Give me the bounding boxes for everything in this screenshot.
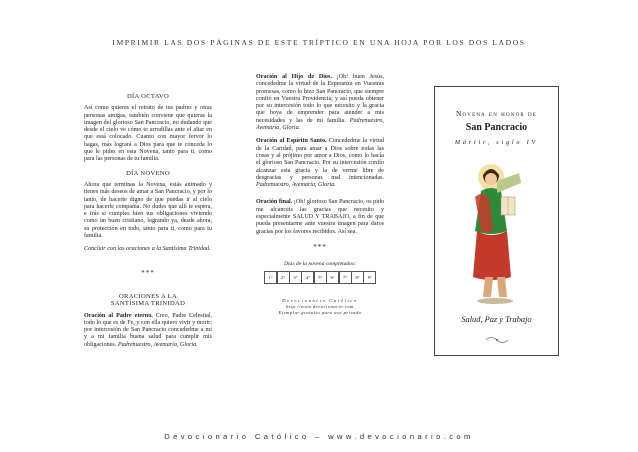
day-box[interactable]: 7° xyxy=(339,271,352,284)
day9-title: DÍA NOVENO xyxy=(126,169,170,177)
son-prayer xyxy=(256,74,384,132)
day-box[interactable]: 2° xyxy=(277,271,290,284)
father-prayer-end: Padrenuestro, Avemaría, Gloria. xyxy=(117,341,198,348)
cover-caption: Salud, Paz y Trabajo xyxy=(461,315,532,324)
prayers-title-line2: SANTÍSIMA TRINIDAD xyxy=(110,300,186,308)
print-instruction: IMPRIMIR LAS DOS PÁGINAS DE ESTE TRÍPTICO EN UNA HOJA POR LOS DOS LADOS xyxy=(112,38,526,47)
ornament-icon xyxy=(484,335,510,345)
day-box[interactable]: 4° xyxy=(301,271,314,284)
spirit-prayer-text: Concededme la virtud de la Caridad, para amar a Dios sobre todas las cosas y al prójimo por amor a Dios, como lo hacía el glorioso San Pancracio. Por su intercesión confío alcanzar esta gracia y la de verme libre de desgracias y personas mal intencionadas. xyxy=(256,138,384,181)
day-box[interactable]: 6° xyxy=(326,271,339,284)
final-prayer xyxy=(256,199,384,235)
publisher-url[interactable]: http://www.devocionario.com xyxy=(286,304,354,310)
days-completed-label: Días de la novena completados: xyxy=(283,261,357,268)
cover-subtitle: Mártir, siglo IV xyxy=(454,139,539,146)
father-prayer-text: Creo, Padre Celestial, todo lo que es de Fe, y con ella quiero vivir y morir; por intercesión de San Pancracio concededme a mí y a mi familia buena salud para cumplir mis obligaciones. xyxy=(84,312,212,348)
final-prayer-text: ¡Oh! glorioso San Pancracio, os pido me alcancéis las gracias que necesito y especialmente SALUD Y TRABAJO, a fin de que pueda presentarme ante vuestra imagen para daros gracias por los favores recibidos. Así sea. xyxy=(256,199,385,235)
column-middle xyxy=(256,74,384,316)
day-box[interactable]: 9° xyxy=(363,271,376,284)
cover-title: Novena en honor de xyxy=(455,109,538,118)
separator-stars: *** xyxy=(141,268,155,277)
legs xyxy=(483,277,507,297)
son-prayer-label: Oración al Hijo de Dios. xyxy=(256,74,332,80)
son-prayer-text: ¡Oh! buen Jesús, concededme la virtud de la Esperanza en Vuestras promesas, como lo hizo San Pancracio, que siempre confió en Vuestra Providencia, y así pueda obtener por su intercesión todo lo que necesito y la gracia que hoya de emprender para atender a mis necesidades y las de mi familia. xyxy=(256,74,384,124)
day8-title: DÍA OCTAVO xyxy=(126,93,170,100)
robe xyxy=(473,231,511,280)
father-prayer xyxy=(84,313,212,349)
footer-credit: Devocionario Católico – www.devocionario.com xyxy=(164,432,474,441)
column-left xyxy=(84,93,212,355)
separator-stars: *** xyxy=(313,242,327,251)
day-box[interactable]: 5° xyxy=(314,271,327,284)
son-prayer-end: Padrenuestro, Avemaría, Gloria. xyxy=(256,117,384,132)
closing-instruction: Concluir con las oraciones a la Santísima Trinidad. xyxy=(84,246,211,253)
day-box[interactable]: 8° xyxy=(351,271,364,284)
day-box[interactable]: 1° xyxy=(264,271,277,284)
final-prayer-label: Oración final. xyxy=(256,199,293,206)
father-prayer-label: Oración al Padre eterno. xyxy=(84,312,153,319)
prayers-title-line1: ORACIONES A LA xyxy=(118,292,178,300)
free-copy-note: Ejemplar gratuito para uso privado xyxy=(278,310,362,316)
saint-face xyxy=(485,173,497,185)
publisher-name: Devocionario Católico xyxy=(282,297,358,303)
day9-text: Ahora que terminas la Novena, estás animado y tienes más deseos de amar a San Pancracio, y por lo tanto, de hacerte digno de que puedas ir al cielo para hacerle compañía. No dudes que allí te espera, e irás si cumples bien tus obligaciones viviendo como un buen cristiano, logrando ya, desde ahora, su protección en todo, tanto para ti, como para tu familia. xyxy=(84,181,212,240)
saint-illustration xyxy=(471,157,525,307)
ground xyxy=(477,298,513,304)
spirit-prayer xyxy=(256,138,384,189)
day8-text: Así como quieres el retrato de tus padres y otras personas amigas, también conviene que quieras la imagen del glorioso San Pancracio, no dudando que desde el cielo ve cómo te arrodillas ante el altar en que está colocado. Cuanto con mayor fervor lo hagas, más logrará a Dios para que te conceda lo que le pides en esta Novena, tanto para ti, como para las personas de tu familia. xyxy=(84,105,212,163)
spirit-prayer-label: Oración al Espíritu Santo. xyxy=(256,138,327,145)
day-box[interactable]: 3° xyxy=(289,271,302,284)
saint-name: San Pancracio xyxy=(465,122,528,133)
cover-panel xyxy=(434,86,559,356)
spirit-prayer-end: Padrenuestro, Avemaría, Gloria. xyxy=(256,182,336,189)
days-checklist xyxy=(256,271,384,284)
